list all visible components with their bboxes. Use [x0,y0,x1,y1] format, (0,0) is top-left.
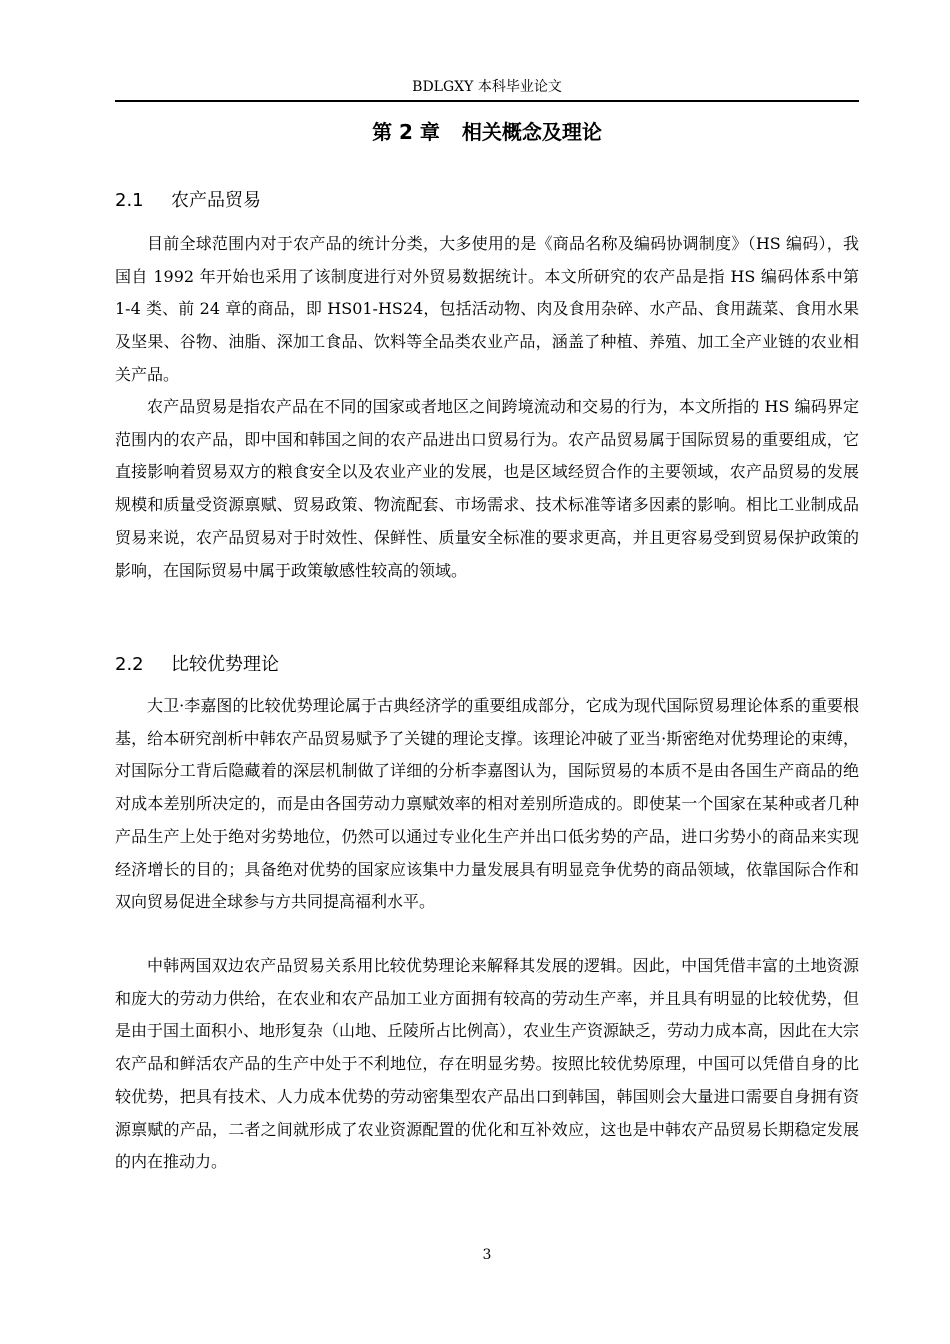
chapter-name: 相关概念及理论 [461,120,602,144]
paragraph-2-1-b: 农产品贸易是指农产品在不同的国家或者地区之间跨境流动和交易的行为，本文所指的 HS 编码界定范围内的农产品，即中国和韩国之间的农产品进出口贸易行为。农产品贸易属于国际贸易的重要组成，它直接影响着贸易双方的粮食安全以及农业产业的发展，也是区域经贸合作的主要领域，农产品贸易的发展规模和质量受资源禀赋、贸易政策、物流配套、市场需求、技术标准等诸多因素的影响。相比工业制成品贸易来说，农产品贸易对于时效性、保鲜性、质量安全标准的要求更高，并且更容易受到贸易保护政策的影响，在国际贸易中属于政策敏感性较高的领域。 [115,397,859,580]
section-number: 2.2 [115,654,144,675]
section-heading-2-2 [115,652,859,678]
paragraph-2-2-b: 中韩两国双边农产品贸易关系用比较优势理论来解释其发展的逻辑。因此，中国凭借丰富的土地资源和庞大的劳动力供给，在农业和农产品加工业方面拥有较高的劳动生产率，并且具有明显的比较优势，但是由于国土面积小、地形复杂（山地、丘陵所占比例高），农业生产资源缺乏，劳动力成本高，因此在大宗农产品和鲜活农产品的生产中处于不利地位，存在明显劣势。按照比较优势原理，中国可以凭借自身的比较优势，把具有技术、人力成本优势的劳动密集型农产品出口到韩国，韩国则会大量进口需要自身拥有资源禀赋的产品，二者之间就形成了农业资源配置的优化和互补效应，这也是中韩农产品贸易长期稳定发展的内在推动力。 [115,956,860,1172]
paragraph-2-2-a: 大卫·李嘉图的比较优势理论属于古典经济学的重要组成部分，它成为现代国际贸易理论体系的重要根基，给本研究剖析中韩农产品贸易赋予了关键的理论支撑。该理论冲破了亚当·斯密绝对优势理论的束缚，对国际分工背后隐藏着的深层机制做了详细的分析李嘉图认为，国际贸易的本质不是由各国生产商品的绝对成本差别所决定的，而是由各国劳动力禀赋效率的相对差别所造成的。即使某一个国家在某种或者几种产品生产上处于绝对劣势地位，仍然可以通过专业化生产并出口低劣势的产品，进口劣势小的商品来实现经济增长的目的；具备绝对优势的国家应该集中力量发展具有明显竞争优势的商品领域，依靠国际合作和双向贸易促进全球参与方共同提高福利水平。 [115,696,859,912]
section-heading-2-1 [115,188,859,214]
header-rule [115,100,859,102]
paragraph-2-1-a: 目前全球范围内对于农产品的统计分类，大多使用的是《商品名称及编码协调制度》（HS 编码），我国自 1992 年开始也采用了该制度进行对外贸易数据统计。本文所研究的农产品是指 HS 编码体系中第 1-4 类、前 24 章的商品，即 HS01-HS24，包括活动物、肉及食用杂碎、水产品、食用蔬菜、食用水果及坚果、谷物、油脂、深加工食品、饮料等全品类农业产品，涵盖了种植、养殖、加工全产业链的农业相关产品。 [115,234,859,384]
section-title: 比较优势理论 [171,654,279,675]
section-number: 2.1 [115,190,144,211]
page-number: 3 [482,1247,492,1263]
chapter-number: 第 2 章 [372,120,440,144]
running-header: BDLGXY 本科毕业论文 [412,79,562,95]
chapter-title [115,118,859,146]
section-title: 农产品贸易 [171,190,261,211]
